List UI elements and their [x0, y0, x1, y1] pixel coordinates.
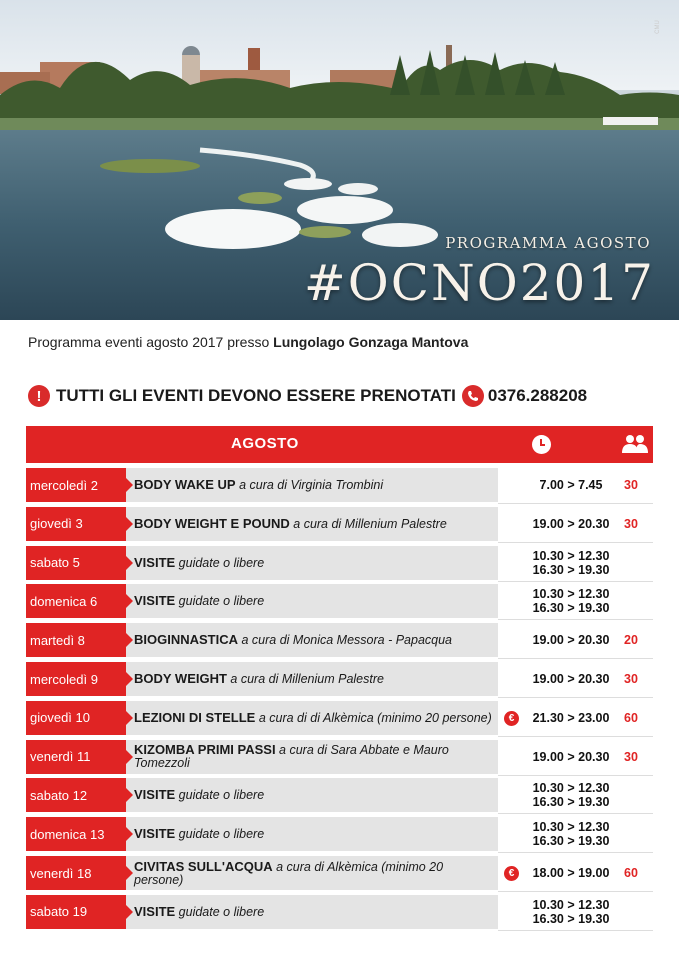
row-divider: [498, 852, 653, 853]
table-row: [26, 623, 653, 657]
event-seats: [616, 895, 646, 929]
event-name: VISITE: [134, 826, 176, 842]
event-seats: 20: [624, 633, 638, 648]
row-arrow: [126, 750, 133, 764]
event-day: domenica 6: [26, 584, 126, 618]
event-name: VISITE: [134, 593, 176, 609]
row-divider: [498, 658, 653, 659]
people-icon: [622, 434, 648, 454]
intro-location: Lungolago Gonzaga Mantova: [273, 334, 469, 350]
event-description: a cura di Sara Abbate e Mauro Tomezzoli: [134, 743, 449, 771]
table-row: [26, 778, 653, 812]
time-slot: 7.00 > 7.45: [539, 478, 603, 492]
event-time: [526, 662, 616, 696]
row-divider: [498, 813, 653, 814]
row-divider: [498, 542, 653, 543]
event-time: [526, 856, 616, 890]
table-row: [26, 546, 653, 580]
event-name: BODY WAKE UP: [134, 477, 236, 492]
booking-notice: [28, 383, 587, 409]
event-time: [526, 584, 616, 618]
intro-text: [28, 334, 468, 350]
event-name: BODY WEIGHT: [134, 671, 227, 686]
event-seats: 60: [624, 710, 638, 725]
hero-photo: [0, 0, 679, 320]
phone-number[interactable]: 0376.288208: [487, 386, 588, 405]
row-divider: [498, 581, 653, 582]
event-seats: 30: [624, 478, 638, 492]
time-slot: 19.00 > 20.30: [532, 749, 610, 764]
table-row: [26, 507, 653, 541]
event-info: [126, 623, 498, 657]
phone-icon: [462, 385, 484, 407]
time-slot: 18.00 > 19.00: [532, 866, 610, 880]
event-time: [526, 895, 616, 929]
event-description: guidate o libere: [178, 594, 265, 609]
time-slot: 10.30 > 12.30: [532, 587, 610, 602]
event-day: sabato 5: [26, 546, 126, 580]
events-table: [26, 426, 653, 926]
time-slot: 16.30 > 19.30: [532, 795, 610, 810]
event-time: [526, 623, 616, 657]
event-seats: 30: [624, 749, 638, 764]
event-time: [526, 701, 616, 735]
event-info: [126, 895, 498, 929]
event-day: martedì 8: [26, 623, 126, 657]
row-divider: [498, 503, 653, 504]
event-seats: [616, 584, 646, 618]
event-description: guidate o libere: [178, 788, 265, 803]
row-divider: [498, 736, 653, 737]
event-day: sabato 19: [26, 895, 126, 929]
row-divider: [498, 697, 653, 698]
event-seats: [616, 817, 646, 851]
event-info: [126, 546, 498, 580]
row-arrow: [126, 788, 133, 802]
time-slot: 10.30 > 12.30: [532, 781, 610, 796]
event-seats: 30: [624, 672, 638, 686]
time-slot: 16.30 > 19.30: [532, 562, 610, 577]
row-arrow: [126, 517, 133, 531]
event-day: venerdì 18: [26, 856, 126, 890]
event-info: [126, 740, 498, 774]
event-name: BODY WEIGHT E POUND: [134, 515, 290, 531]
event-time: [526, 546, 616, 580]
month-header: AGOSTO: [231, 435, 299, 452]
event-day: sabato 12: [26, 778, 126, 812]
event-description: a cura di Alkèmica (minimo 20 persone): [134, 859, 444, 887]
row-arrow: [126, 827, 133, 841]
event-day: giovedì 10: [26, 701, 126, 735]
event-seats: [616, 546, 646, 580]
hero-title: #OCNO2017: [303, 254, 655, 312]
event-info: [126, 856, 498, 890]
photo-credit: CMU: [655, 20, 662, 34]
event-name: BIOGINNASTICA: [134, 632, 238, 648]
euro-icon: €: [504, 711, 519, 726]
event-time: [526, 740, 616, 774]
euro-icon: €: [504, 866, 519, 881]
event-time: [526, 507, 616, 541]
table-row: [26, 662, 653, 696]
event-seats: 60: [624, 866, 638, 880]
event-info: [126, 584, 498, 618]
event-name: KIZOMBA PRIMI PASSI: [134, 742, 276, 758]
event-name: VISITE: [134, 787, 176, 803]
hero-subtitle: PROGRAMMA AGOSTO: [445, 234, 651, 252]
event-time: [526, 468, 616, 502]
row-divider: [498, 775, 653, 776]
event-info: [126, 468, 498, 502]
event-name: VISITE: [134, 554, 176, 570]
time-slot: 16.30 > 19.30: [532, 834, 610, 849]
event-day: mercoledì 9: [26, 662, 126, 696]
event-seats: [616, 778, 646, 812]
event-day: domenica 13: [26, 817, 126, 851]
event-description: a cura di Virginia Trombini: [239, 478, 384, 492]
time-slot: 19.00 > 20.30: [532, 516, 610, 531]
event-info: [126, 662, 498, 696]
event-info: [126, 701, 498, 735]
row-arrow: [126, 594, 133, 608]
event-time: [526, 817, 616, 851]
event-info: [126, 817, 498, 851]
event-info: [126, 507, 498, 541]
time-slot: 16.30 > 19.30: [532, 601, 610, 616]
event-info: [126, 778, 498, 812]
row-divider: [498, 619, 653, 620]
time-slot: 21.30 > 23.00: [532, 710, 610, 725]
row-arrow: [126, 866, 133, 880]
event-day: venerdì 11: [26, 740, 126, 774]
event-description: a cura di di Alkèmica (minimo 20 persone): [258, 710, 492, 725]
row-arrow: [126, 478, 133, 492]
event-description: a cura di Millenium Palestre: [230, 672, 384, 686]
event-time: [526, 778, 616, 812]
event-description: guidate o libere: [178, 555, 265, 570]
event-day: mercoledì 2: [26, 468, 126, 502]
row-divider: [498, 891, 653, 892]
event-name: CIVITAS SULL'ACQUA: [134, 858, 273, 874]
row-arrow: [126, 633, 133, 647]
time-slot: 19.00 > 20.30: [532, 633, 610, 648]
table-row: [26, 895, 653, 929]
table-row: [26, 584, 653, 618]
time-slot: 10.30 > 12.30: [532, 820, 610, 835]
row-arrow: [126, 905, 133, 919]
row-arrow: [126, 672, 133, 686]
intro-plain: Programma eventi agosto 2017 presso: [28, 334, 274, 350]
event-description: a cura di Millenium Palestre: [293, 516, 447, 531]
event-name: LEZIONI DI STELLE: [134, 709, 256, 725]
table-row: [26, 468, 653, 502]
time-slot: 19.00 > 20.30: [532, 672, 610, 686]
exclamation-icon: !: [28, 385, 50, 407]
event-name: VISITE: [134, 903, 176, 919]
event-description: guidate o libere: [178, 904, 265, 919]
time-slot: 10.30 > 12.30: [532, 897, 610, 912]
row-divider: [498, 930, 653, 931]
time-slot: 10.30 > 12.30: [532, 548, 610, 563]
table-row: [26, 701, 653, 735]
clock-icon: [532, 435, 551, 454]
event-description: guidate o libere: [178, 827, 265, 842]
event-day: giovedì 3: [26, 507, 126, 541]
row-arrow: [126, 556, 133, 570]
table-row: [26, 856, 653, 890]
row-arrow: [126, 711, 133, 725]
time-slot: 16.30 > 19.30: [532, 911, 610, 926]
table-header: [26, 426, 653, 463]
table-row: [26, 817, 653, 851]
event-description: a cura di Monica Messora - Papacqua: [241, 633, 453, 648]
event-seats: 30: [624, 516, 638, 531]
table-row: [26, 740, 653, 774]
notice-text: TUTTI GLI EVENTI DEVONO ESSERE PRENOTATI: [56, 386, 456, 405]
